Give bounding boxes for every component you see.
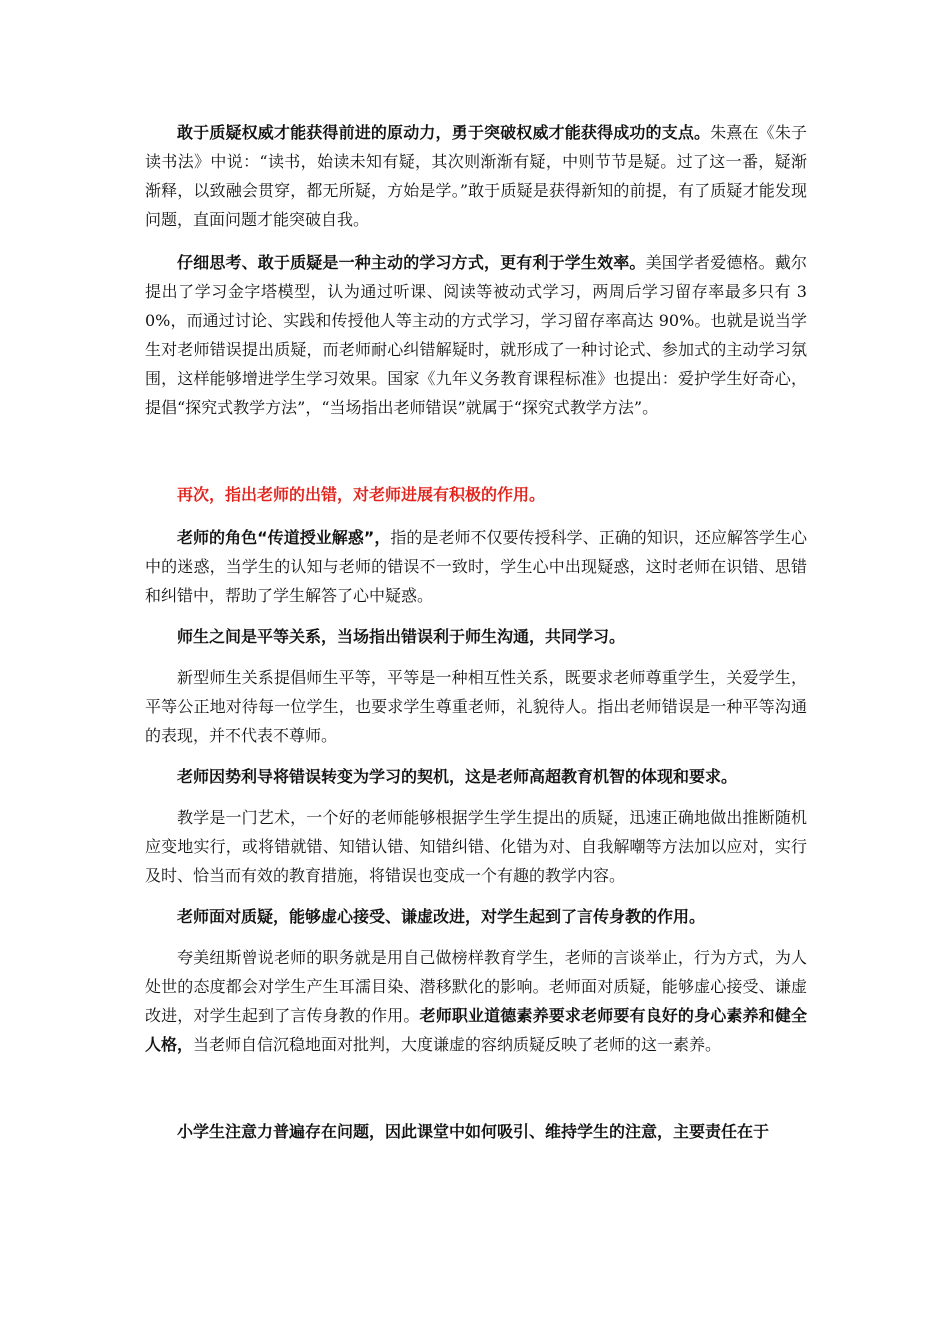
paragraph-question-authority xyxy=(145,118,807,234)
paragraph-teacher-role xyxy=(145,523,807,610)
paragraph-lead: 仔细思考、敢于质疑是一种主动的学习方式，更有利于学生效率。 xyxy=(177,253,646,272)
document-body xyxy=(145,118,807,1146)
paragraph-teaching-art xyxy=(145,803,807,890)
section-heading-red: 再次，指出老师的出错，对老师进展有积极的作用。 xyxy=(177,485,546,504)
paragraph-text: 美国学者爱德格。戴尔提出了学习金字塔模型，认为通过听课、阅读等被动式学习，两周后学习留存率最多只有 30%，而通过讨论、实践和传授他人等主动的方式学习，学习留存率高达 90%。也就是说当学生对老师错误提出质疑，而老师耐心纠错解疑时，就形成了一种讨论式、参加式的主动学习氛围，这样能够增进学生学习效果。国家《九年义务教育课程标准》也提出：爱护学生好奇心，提倡“探究式教学方法”，“当场指出老师错误”就属于“探究式教学方法”。 xyxy=(145,253,807,417)
paragraph-text: 指的是老师不仅要传授科学、正确的知识，还应解答学生心中的迷惑，当学生的认知与老师的错误不一致时，学生心中出现疑惑，这时老师在识错、思错和纠错中，帮助了学生解答了心中疑惑。 xyxy=(145,528,807,605)
paragraph-lead: 老师的角色“传道授业解惑”， xyxy=(177,528,391,547)
paragraph-text: 教学是一门艺术，一个好的老师能够根据学生学生提出的质疑，迅速正确地做出推断随机应变地实行，或将错就错、知错认错、知错纠错、化错为对、自我解嘲等方法加以应对，实行及时、恰当而有效的教育措施，将错误也变成一个有趣的教学内容。 xyxy=(145,808,807,885)
paragraph-lead: 敢于质疑权威才能获得前进的原动力，勇于突破权威才能获得成功的支点。 xyxy=(177,123,711,142)
paragraph-text: 朱熹在《朱子读书法》中说：“读书，始读未知有疑，其次则渐渐有疑，中则节节是疑。过了这一番，疑渐渐释，以致融会贯穿，都无所疑，方始是学。”敢于质疑是获得新知的前提，有了质疑才能发现问题，直面问题才能突破自我。 xyxy=(145,123,807,229)
paragraph-equality xyxy=(145,663,807,750)
paragraph-tail: 当老师自信沉稳地面对批判，大度谦虚的容纳质疑反映了老师的这一素养。 xyxy=(193,1035,722,1054)
subheading-attention: 小学生注意力普遍存在问题，因此课堂中如何吸引、维持学生的注意，主要责任在于 xyxy=(177,1122,770,1141)
subheading-accept-criticism: 老师面对质疑，能够虚心接受、谦虚改进，对学生起到了言传身教的作用。 xyxy=(177,907,706,926)
paragraph-text: 新型师生关系提倡师生平等，平等是一种相互性关系，既要求老师尊重学生，关爱学生，平等公正地对待每一位学生，也要求学生尊重老师，礼貌待人。指出老师错误是一种平等沟通的表现，并不代表不尊师。 xyxy=(145,668,807,745)
subheading-equal-relation: 师生之间是平等关系，当场指出错误利于师生沟通，共同学习。 xyxy=(177,627,626,646)
paragraph-role-model xyxy=(145,943,807,1059)
subheading-teaching-opportunity: 老师因势利导将错误转变为学习的契机，这是老师高超教育机智的体现和要求。 xyxy=(177,767,738,786)
paragraph-bold-phrase: 老师职业道德素养要求老师要有良好的身心素养和健全人格， xyxy=(145,1006,807,1054)
paragraph-text: 夸美纽斯曾说老师的职务就是用自己做榜样教育学生，老师的言谈举止，行为方式，为人处世的态度都会对学生产生耳濡目染、潜移默化的影响。老师面对质疑，能够虚心接受、谦虚改进，对学生起到了言传身教的作用。 xyxy=(145,948,807,1025)
paragraph-active-learning xyxy=(145,248,807,422)
